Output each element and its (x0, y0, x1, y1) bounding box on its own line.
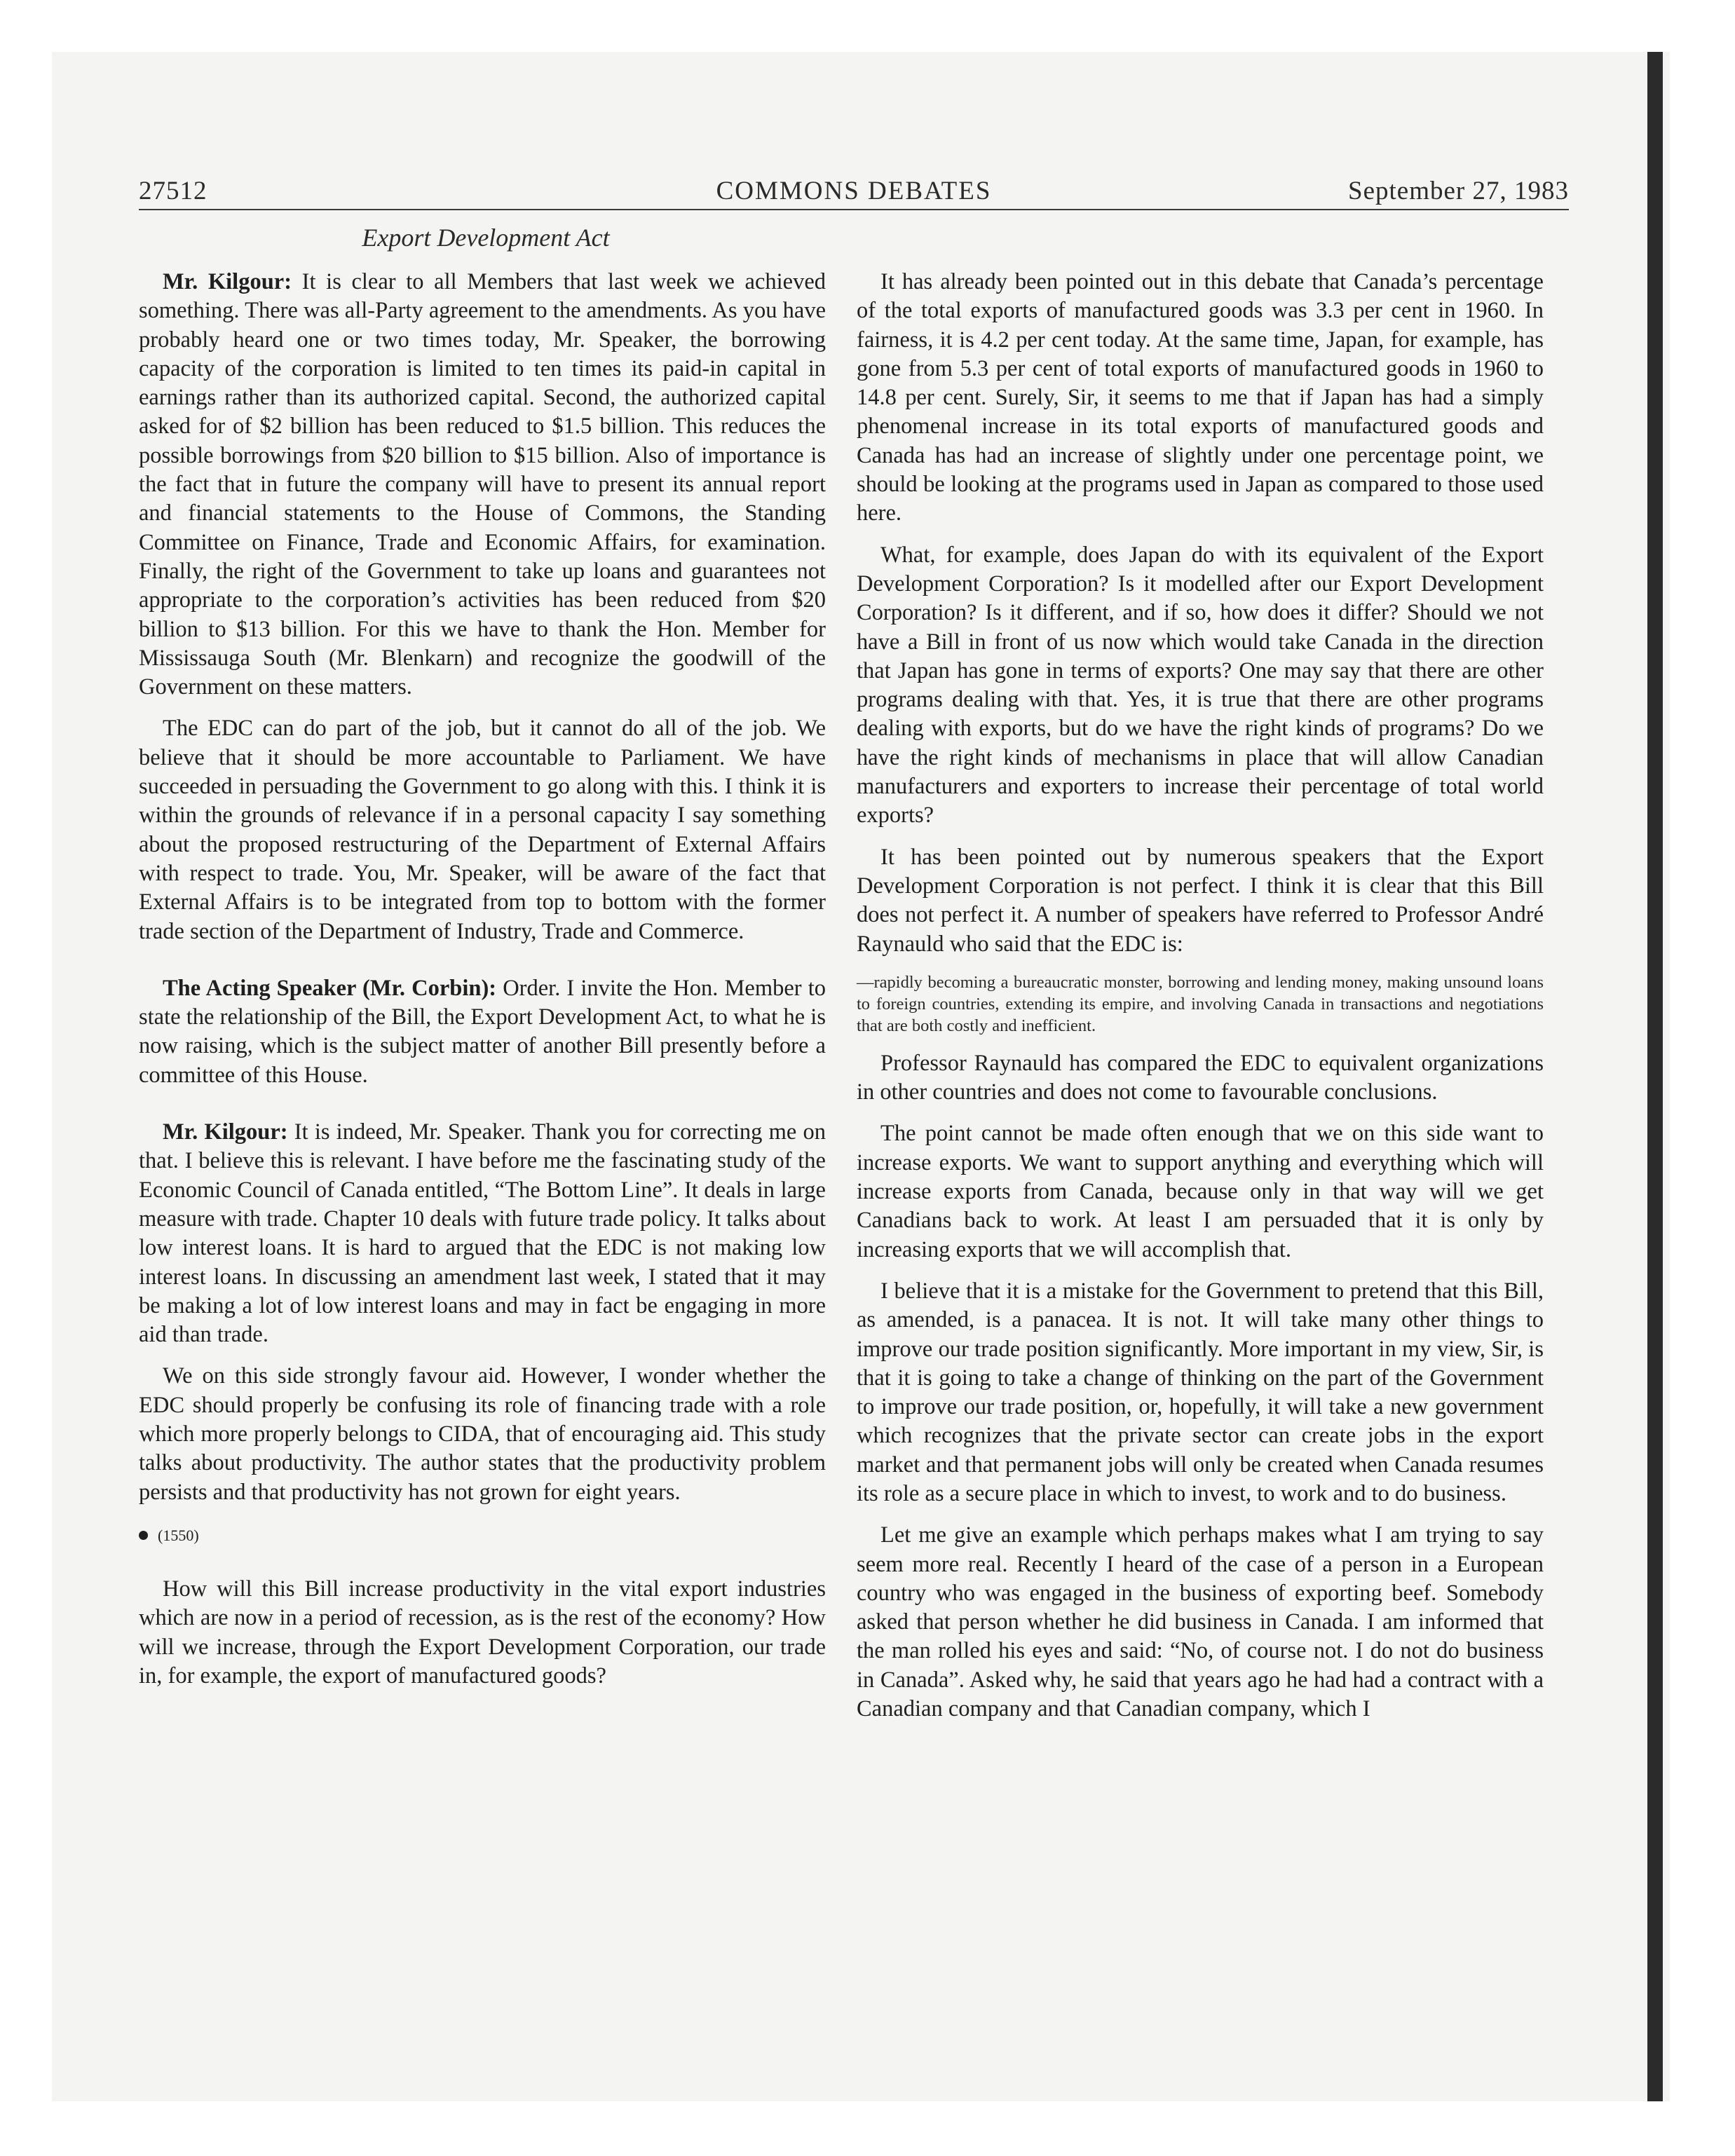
paragraph-text: It is indeed, Mr. Speaker. Thank you for correcting me on that. I believe this is relevant. I have before me the fascinating study of the Economic Council of Canada entitled, “The Bottom Line”. It deals in large measure with trade. Chapter 10 deals with future trade policy. It talks about low interest loans. It is hard to argued that the EDC is not making low interest loans. In discussing an amendment last week, I stated that it may be making a lot of low interest loans and may in fact be engaging in more aid than trade. (139, 1119, 826, 1348)
paragraph: It has been pointed out by numerous speakers that the Export Development Corporation is not perfect. I think it is clear that this Bill does not perfect it. A number of speakers have referred to Professor André Raynauld who said that the EDC is: (857, 844, 1544, 957)
bullet-icon (139, 1531, 148, 1540)
time-marker-text: (1550) (158, 1526, 199, 1544)
time-marker (139, 1521, 826, 1550)
paragraph-text: It is clear to all Members that last week we achieved something. There was all-Party agreement to the amendments. As you have probably heard one or two times today, Mr. Speaker, the borrowing capacity of the corporation is limited to ten times its paid-in capital in earnings rather than its authorized capital. Second, the authorized capital asked for of $2 billion has been reduced to $1.5 billion. This reduces the possible borrowings from $20 billion to $15 billion. Also of importance is the fact that in future the company will have to present its annual report and financial statements to the House of Commons, the Standing Committee on Finance, Trade and Economic Affairs, for examination. Finally, the right of the Government to take up loans and guarantees not appropriate to the corporation’s activities has been reduced from $20 billion to $13 billion. For this we have to thank the Hon. Member for Mississauga South (Mr. Blenkarn) and recognize the goodwill of the Government on these matters. (139, 269, 826, 700)
paragraph (139, 268, 826, 702)
paragraph: Let me give an example which perhaps makes what I am trying to say seem more real. Recently I heard of the case of a person in a European country who was engaged in the business of exporting beef. Somebody asked that person whether he did business in Canada. I am informed that the man rolled his eyes and said: “No, of course not. I do not do business in Canada”. Asked why, he said that years ago he had had a contract with a Canadian company and that Canadian company, which I (857, 1522, 1544, 1722)
left-column (139, 268, 826, 1703)
paragraph (139, 974, 826, 1090)
paragraph: The EDC can do part of the job, but it cannot do all of the job. We believe that it should be more accountable to Parliament. We have succeeded in persuading the Government to go along with this. I think it is within the grounds of relevance if in a personal capacity I say something about the proposed restructuring of the Department of External Affairs with respect to trade. You, Mr. Speaker, will be aware of the fact that External Affairs is to be integrated from top to bottom with the former trade section of the Department of Industry, Trade and Commerce. (139, 716, 826, 944)
paragraph: I believe that it is a mistake for the Government to pretend that this Bill, as amended, is a panacea. It is not. It will take many other things to improve our trade position significantly. More important in my view, Sir, is that it is going to take a change of thinking on the part of the Government to improve our trade position, or, hopefully, it will take a new government which recognizes that the private sector can create jobs in the export market and that permanent jobs will only be created when Canada resumes its role as a secure place in which to invest, to work and to do business. (857, 1278, 1544, 1506)
debate-date: September 27, 1983 (1348, 177, 1569, 205)
paragraph: Professor Raynauld has compared the EDC to equivalent organizations in other countries and does not come to favourable conclusions. (857, 1050, 1544, 1105)
speaker-name: The Acting Speaker (Mr. Corbin): (163, 975, 497, 1001)
running-header (139, 175, 1569, 210)
speaker-name: Mr. Kilgour: (163, 1119, 288, 1145)
header-rule (139, 209, 1569, 210)
page-edge-bar (1647, 52, 1663, 2101)
paragraph (139, 1118, 826, 1349)
spacer (139, 959, 826, 974)
right-column (857, 268, 1544, 1736)
page-number: 27512 (139, 177, 207, 205)
paragraph: The point cannot be made often enough that we on this side want to increase exports. We want to support anything and everything which will increase exports from Canada, because only in that way will we get Canadians back to work. At least I am persuaded that it is only by increasing exports that we will accomplish that. (857, 1121, 1544, 1262)
paragraph: How will this Bill increase productivity in the vital export industries which are now in a period of recession, as is the rest of the economy? How will we increase, through the Export Development Corporation, our trade in, for example, the export of manufactured goods? (139, 1576, 826, 1689)
paragraph-text: Order. I invite the Hon. Member to state the relationship of the Bill, the Export Development Act, to what he is now raising, which is the subject matter of another Bill presently before a committee of this House. (139, 975, 826, 1088)
paragraph: What, for example, does Japan do with its equivalent of the Export Development Corporation? Is it modelled after our Export Development Corporation? Is it different, and if so, how does it differ? Should we not have a Bill in front of us now which would take Canada in the direction that Japan has gone in terms of exports? One may say that there are other programs dealing with that. Yes, it is true that there are other programs dealing with exports, but do we have the right kinds of programs? Do we have the right kinds of mechanisms in place that will allow Canadian manufacturers and exporters to increase their percentage of total world exports? (857, 542, 1544, 828)
section-title: Export Development Act (362, 224, 610, 252)
paragraph: It has already been pointed out in this debate that Canada’s percentage of the total exports of manufactured goods was 3.3 per cent in 1960. In fairness, it is 4.2 per cent today. At the same time, Japan, for example, has gone from 5.3 per cent of total exports of manufactured goods in 1960 to 14.8 per cent. Surely, Sir, it seems to me that if Japan has had a simply phenomenal increase in its total exports of manufactured goods and Canada has had an increase of slightly under one percentage point, we should be looking at the programs used in Japan as compared to those used here. (857, 269, 1544, 526)
speaker-name: Mr. Kilgour: (163, 269, 292, 294)
paragraph: We on this side strongly favour aid. However, I wonder whether the EDC should properly be confusing its role of financing trade with a role which more properly belongs to CIDA, that of encouraging aid. This study talks about productivity. The author states that the productivity problem persists and that productivity has not grown for eight years. (139, 1363, 826, 1505)
spacer (139, 1103, 826, 1118)
publication-title: COMMONS DEBATES (716, 177, 992, 205)
block-quote: —rapidly becoming a bureaucratic monster, borrowing and lending money, making unsound loans to foreign countries, extending its empire, and involving Canada in transactions and negotiations that are both costly and inefficient. (857, 972, 1544, 1035)
